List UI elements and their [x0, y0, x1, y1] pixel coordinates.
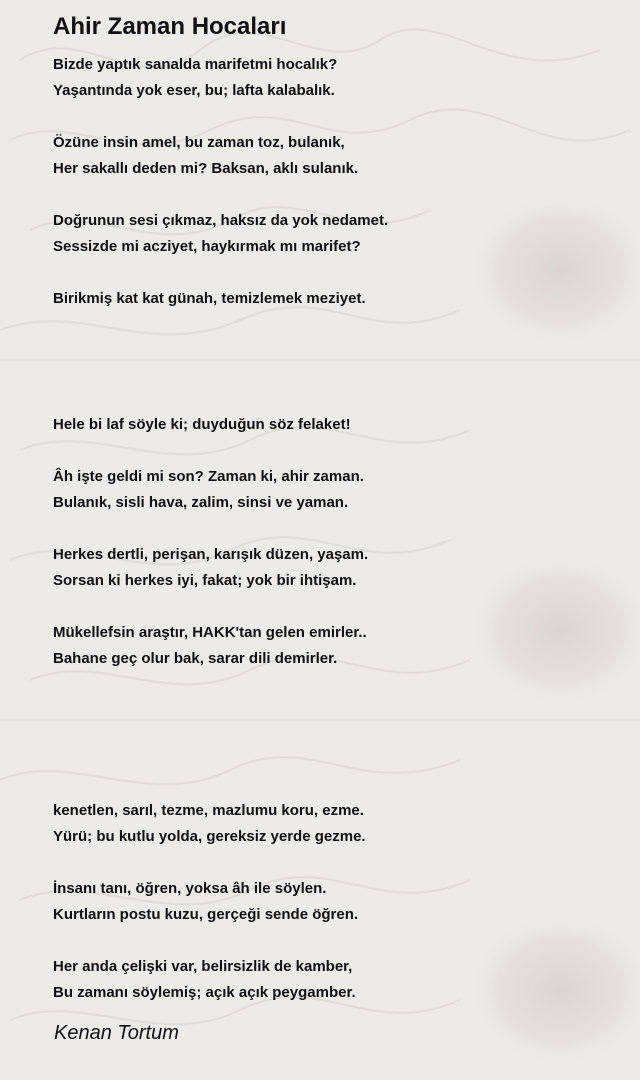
poem-line: Doğrunun sesi çıkmaz, haksız da yok nedamet. [53, 212, 389, 229]
poem-line: Sessizde mi acziyet, haykırmak mı marifet? [53, 238, 361, 255]
poem-line: Yaşantında yok eser, bu; lafta kalabalık. [53, 82, 335, 99]
poem-line: Âh işte geldi mi son? Zaman ki, ahir zaman. [53, 468, 364, 485]
poem-line: Sorsan ki herkes iyi, fakat; yok bir ihtişam. [53, 572, 357, 589]
poem-line: Her sakallı deden mi? Baksan, aklı sulanık. [53, 160, 359, 177]
poem-line: Bizde yaptık sanalda marifetmi hocalık? [53, 56, 338, 73]
poem-author: Kenan Tortum [54, 1022, 179, 1044]
poem-line: kenetlen, sarıl, tezme, mazlumu koru, ezme. [53, 802, 364, 819]
poem-line: İnsanı tanı, öğren, yoksa âh ile söylen. [53, 880, 327, 897]
poem-line: Bu zamanı söylemiş; açık açık peygamber. [53, 984, 356, 1001]
poem-line: Hele bi laf söyle ki; duyduğun söz felaket! [53, 416, 351, 433]
poem-line: Mükellefsin araştır, HAKK'tan gelen emirler.. [53, 624, 367, 641]
poem-line: Yürü; bu kutlu yolda, gereksiz yerde gezme. [53, 828, 366, 845]
poem-line: Özüne insin amel, bu zaman toz, bulanık, [53, 134, 345, 151]
poem-line: Herkes dertli, perişan, karışık düzen, yaşam. [53, 546, 369, 563]
poem-line: Her anda çelişki var, belirsizlik de kamber, [53, 958, 353, 975]
poem-line: Bulanık, sisli hava, zalim, sinsi ve yaman. [53, 494, 349, 511]
poem-line: Kurtların postu kuzu, gerçeği sende öğren. [53, 906, 359, 923]
poem-title: Ahir Zaman Hocaları [53, 13, 287, 40]
poem-line: Bahane geç olur bak, sarar dili demirler. [53, 650, 338, 667]
poem-line: Birikmiş kat kat günah, temizlemek meziyet. [53, 290, 366, 307]
